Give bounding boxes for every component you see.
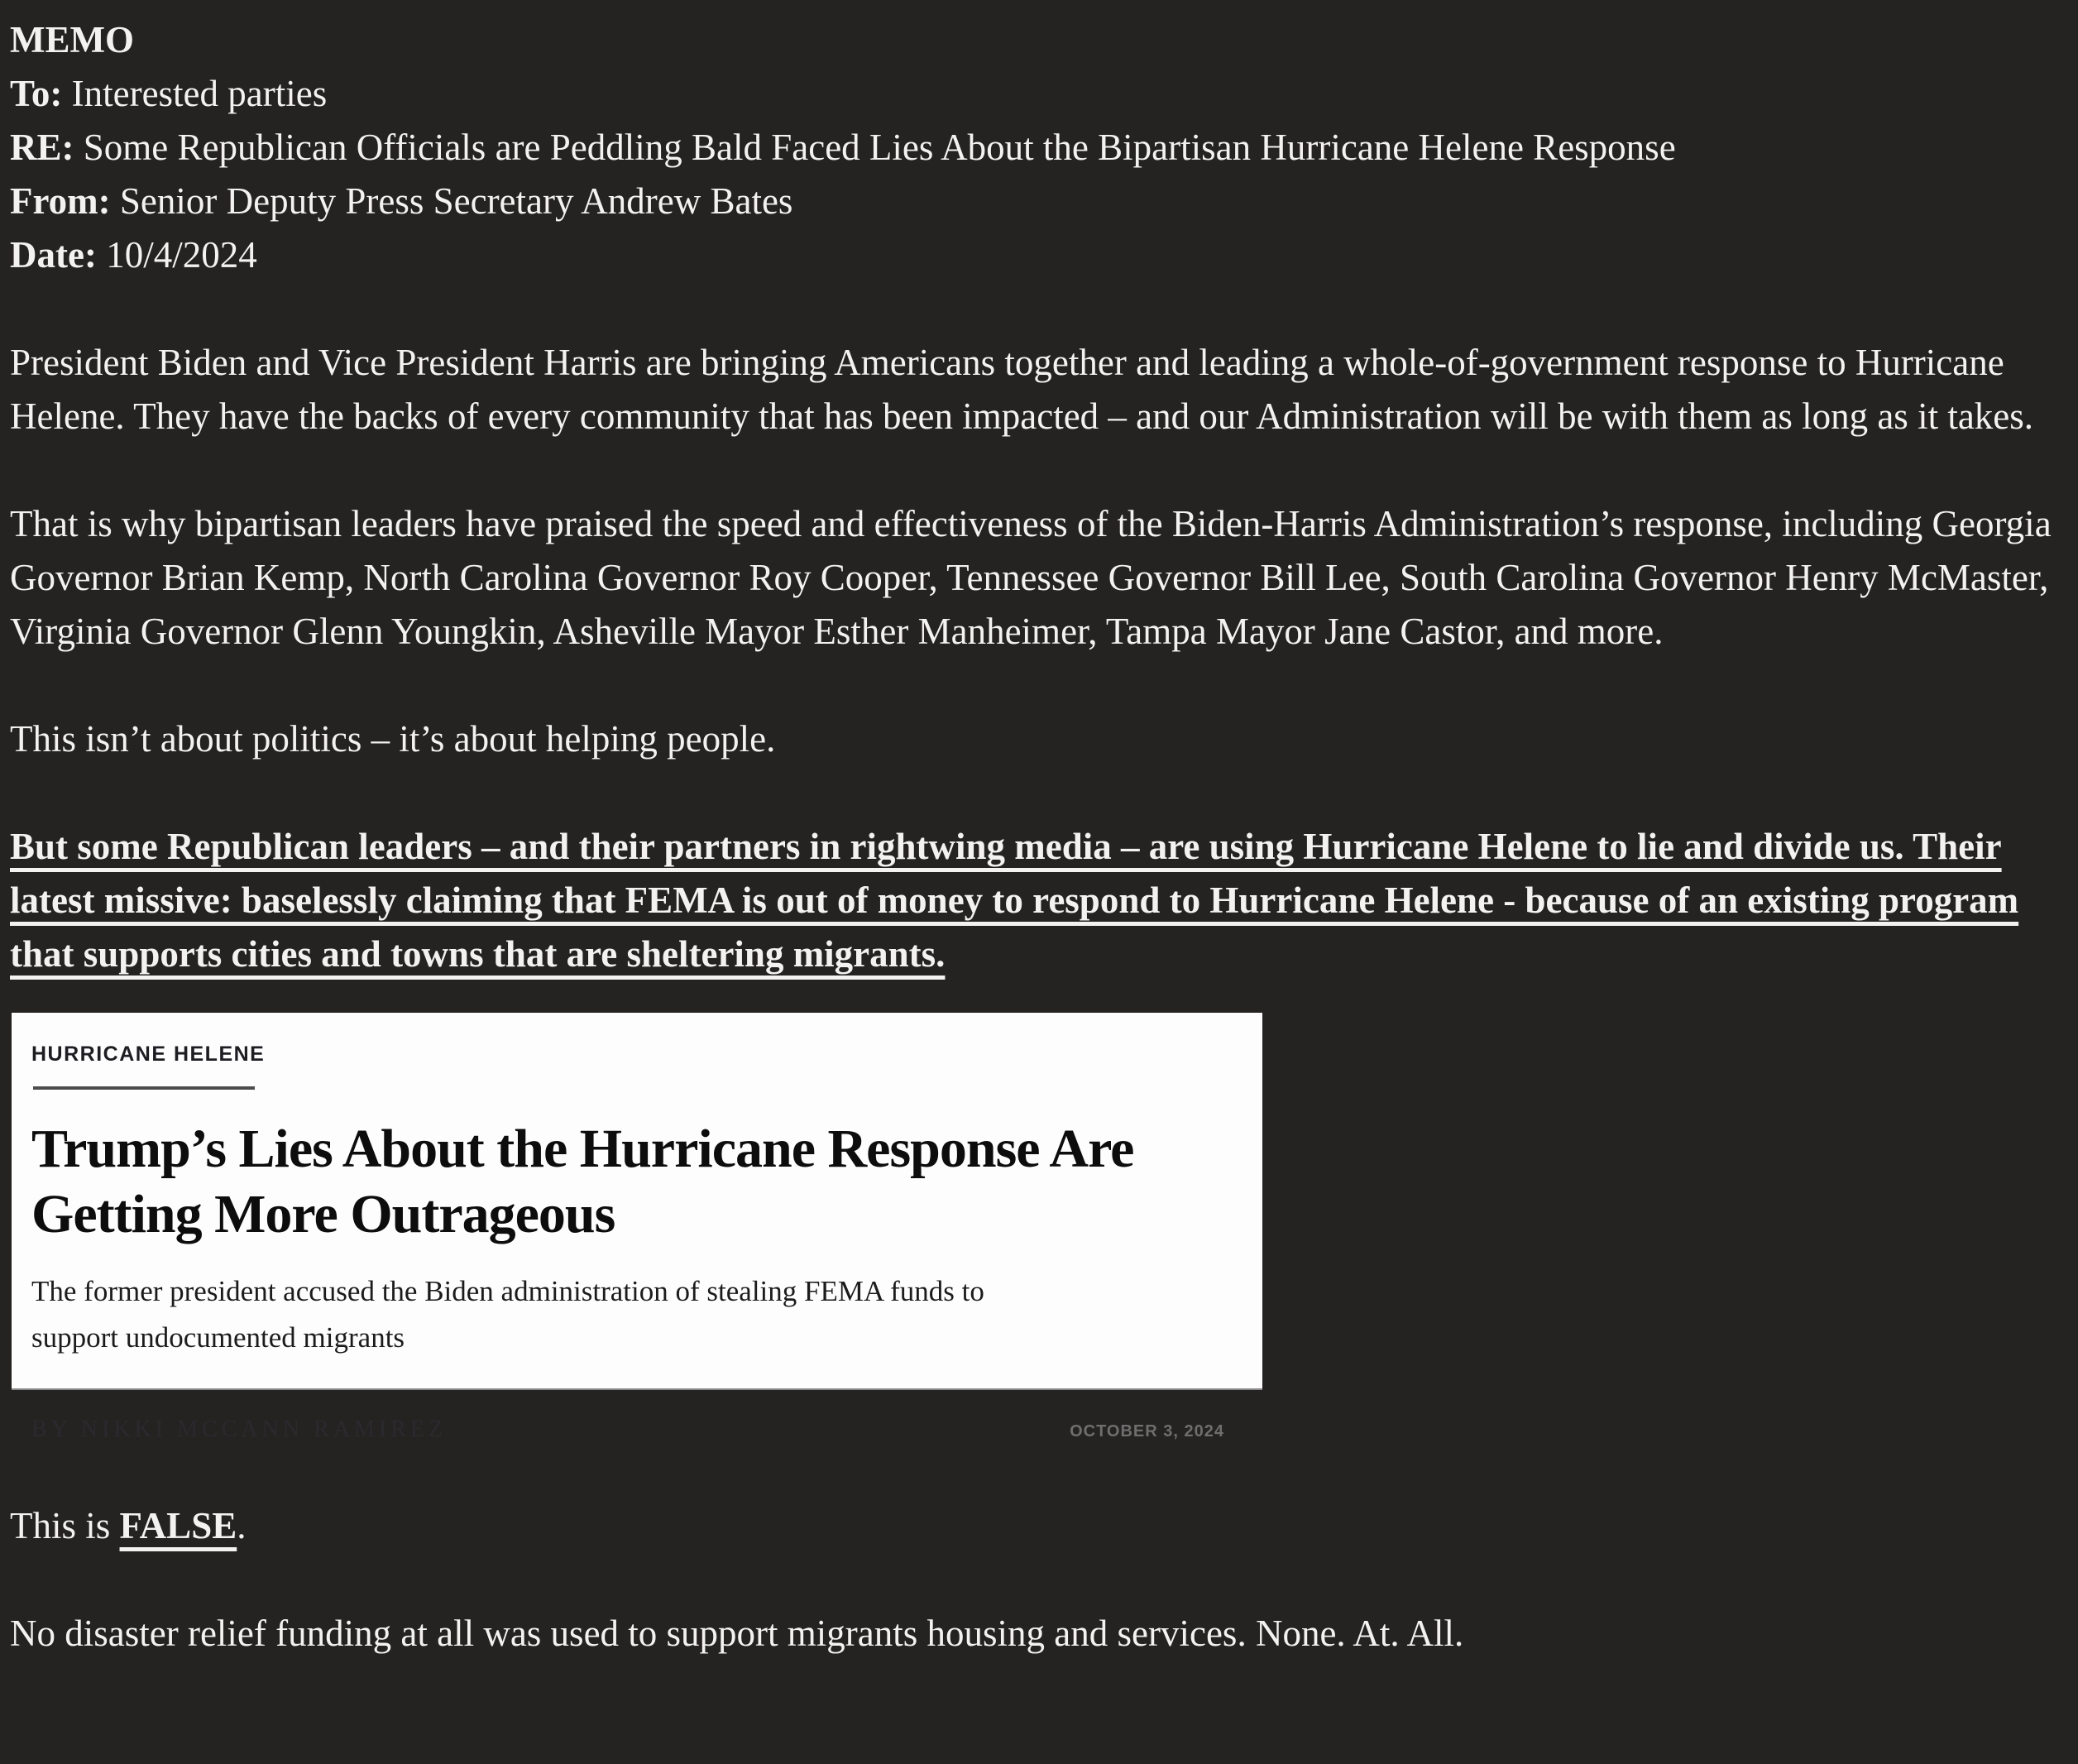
closing-line: No disaster relief funding at all was used to support migrants housing and services. None. At. All.	[10, 1613, 1464, 1654]
article-byline-row	[31, 1402, 1224, 1459]
article-byline: BY NIKKI MCCANN RAMIREZ	[31, 1416, 448, 1442]
memo-field-to	[10, 67, 2063, 121]
field-value-to: Interested parties	[71, 73, 328, 114]
article-screenshot-card	[12, 1013, 1262, 1442]
article-date: OCTOBER 3, 2024	[1070, 1422, 1224, 1440]
article-kicker: HURRICANE HELENE	[31, 1043, 266, 1066]
memo-field-from	[10, 175, 2063, 228]
kicker-rule	[33, 1086, 255, 1090]
paragraph-not-politics: This isn’t about politics – it’s about helping people.	[10, 718, 776, 760]
false-statement-line	[10, 1499, 2063, 1553]
memo-field-re	[10, 121, 2063, 175]
field-label-from: From:	[10, 180, 111, 222]
article-headline: Trump’s Lies About the Hurricane Response Are Getting More Outrageous	[31, 1119, 1134, 1244]
field-label-date: Date:	[10, 234, 97, 276]
false-statement-emphasis: FALSE	[119, 1505, 237, 1546]
article-deck: The former president accused the Biden administration of stealing FEMA funds to support undocumented migrants	[31, 1275, 984, 1354]
false-statement-suffix: .	[237, 1505, 247, 1546]
field-value-from: Senior Deputy Press Secretary Andrew Bates	[119, 180, 793, 222]
field-value-re: Some Republican Officials are Peddling Bald Faced Lies About the Bipartisan Hurricane Helene Response	[83, 127, 1676, 168]
memo-title: MEMO	[10, 19, 134, 60]
field-value-date: 10/4/2024	[106, 234, 257, 276]
false-statement-prefix: This is	[10, 1505, 120, 1546]
memo-field-date	[10, 228, 2063, 282]
field-label-re: RE:	[10, 127, 74, 168]
emphasis-paragraph: But some Republican leaders – and their partners in rightwing media – are using Hurricane Helene to lie and divide us. Their latest missive: baselessly claiming that FEMA is out of money to respond to Hurricane Helene - because of an existing program that supports cities and towns that are sheltering migrants.	[10, 826, 2019, 975]
paragraph-response: President Biden and Vice President Harris are bringing Americans together and leading a whole-of-government response to Hurricane Helene. They have the backs of every community that has been impacted – and our Administration will be with them as long as it takes.	[10, 342, 2034, 437]
paragraph-bipartisan-praise: That is why bipartisan leaders have praised the speed and effectiveness of the Biden-Harris Administration’s response, including Georgia Governor Brian Kemp, North Carolina Governor Roy Cooper, Tennessee Governor Bill Lee, South Carolina Governor Henry McMaster, Virginia Governor Glenn Youngkin, Asheville Mayor Esther Manheimer, Tampa Mayor Jane Castor, and more.	[10, 503, 2052, 652]
field-label-to: To:	[10, 73, 63, 114]
